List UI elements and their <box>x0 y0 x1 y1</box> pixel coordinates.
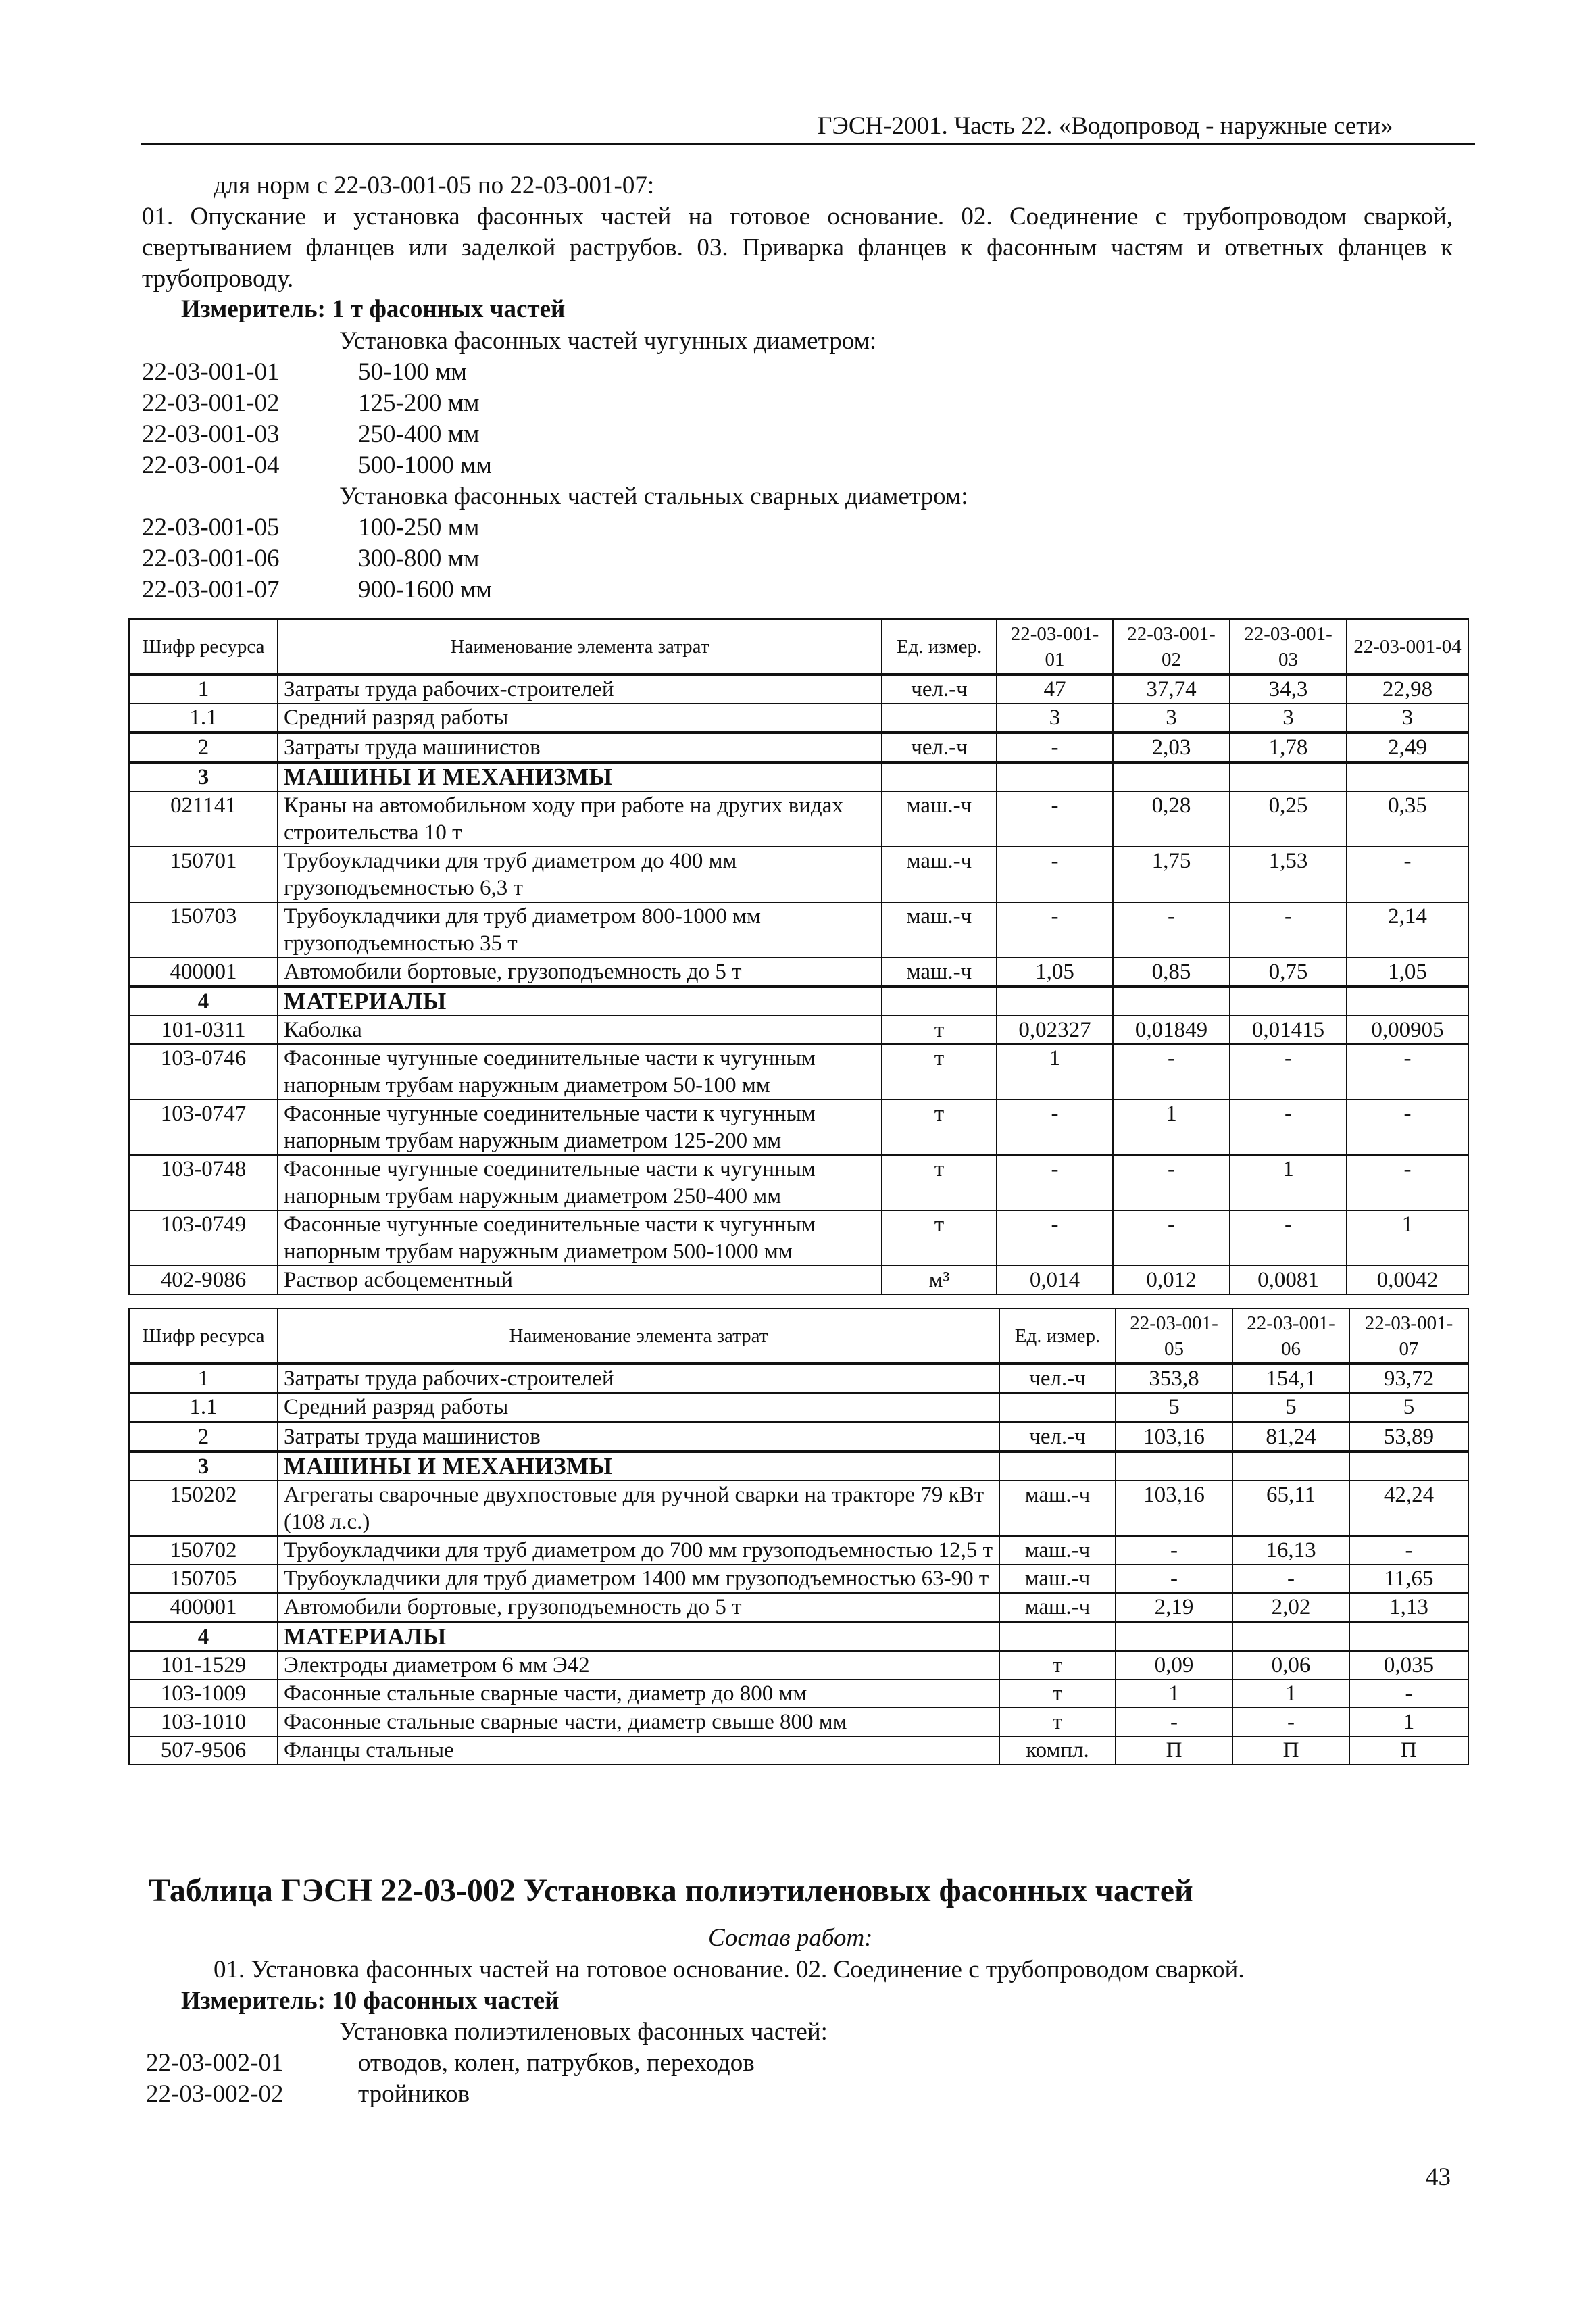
norm-code: 22-03-001-03 <box>142 420 280 448</box>
cell-name: Средний разряд работы <box>278 704 882 733</box>
cell-name: Затраты труда рабочих-строителей <box>278 674 882 704</box>
cell-unit: маш.-ч <box>999 1593 1116 1622</box>
norm-description: 100-250 мм <box>358 514 480 541</box>
table-row <box>129 1593 1468 1622</box>
cell-unit: маш.-ч <box>999 1536 1116 1565</box>
cell-unit: чел.-ч <box>882 674 997 704</box>
cell-value: 0,01849 <box>1113 1016 1230 1044</box>
cell-unit: маш.-ч <box>882 902 997 958</box>
cell-value: - <box>1116 1565 1232 1593</box>
cell-name: Средний разряд работы <box>278 1393 999 1422</box>
composition-label: Состав работ: <box>708 1924 873 1952</box>
cell-value: 0,35 <box>1347 791 1468 847</box>
table-row <box>129 1044 1468 1100</box>
cell-unit: маш.-ч <box>882 847 997 902</box>
cell-value: 65,11 <box>1232 1481 1349 1536</box>
cell-value: 1 <box>1113 1100 1230 1155</box>
cell-value: - <box>1349 1536 1468 1565</box>
table-row <box>129 958 1468 987</box>
cell-name: Трубоукладчики для труб диаметром до 400 мм грузоподъемностью 6,3 т <box>278 847 882 902</box>
norm-description: 250-400 мм <box>358 420 480 448</box>
cell-unit <box>999 1393 1116 1422</box>
cell-value: 1,05 <box>1347 958 1468 987</box>
table-row <box>129 1736 1468 1765</box>
cell-unit: т <box>882 1044 997 1100</box>
table-row <box>129 902 1468 958</box>
cell-code: 103-1010 <box>129 1708 278 1736</box>
cell-value: - <box>997 1100 1113 1155</box>
cell-value: 1 <box>1230 1155 1347 1210</box>
cell-code: 1.1 <box>129 704 278 733</box>
cell-value: - <box>997 847 1113 902</box>
norm-code: 22-03-001-06 <box>142 545 280 572</box>
cell-value: - <box>997 791 1113 847</box>
cell-value: 1,53 <box>1230 847 1347 902</box>
cell-value: 0,0081 <box>1230 1266 1347 1294</box>
cell-value: 0,06 <box>1232 1651 1349 1679</box>
cell-value: 0,014 <box>997 1266 1113 1294</box>
meter-label: Измеритель: 1 т фасонных частей <box>181 295 566 323</box>
table-row <box>129 674 1468 704</box>
cell-value: 0,09 <box>1116 1651 1232 1679</box>
cell-unit: т <box>882 1155 997 1210</box>
cell-value: 1,78 <box>1230 733 1347 762</box>
cell-code: 1.1 <box>129 1393 278 1422</box>
cell-code: 507-9506 <box>129 1736 278 1765</box>
table-row <box>129 704 1468 733</box>
cell-name: Автомобили бортовые, грузоподъемность до 5 т <box>278 1593 999 1622</box>
cell-value: - <box>1347 847 1468 902</box>
table-row <box>129 1155 1468 1210</box>
table-row <box>129 1565 1468 1593</box>
cell-code: 150702 <box>129 1536 278 1565</box>
table-row <box>129 1536 1468 1565</box>
cell-value: - <box>997 733 1113 762</box>
cell-code: 2 <box>129 733 278 762</box>
cell-value: - <box>997 902 1113 958</box>
cell-name: Трубоукладчики для труб диаметром до 700 мм грузоподъемностью 12,5 т <box>278 1536 999 1565</box>
cell-code: 4 <box>129 987 278 1016</box>
cell-value: 11,65 <box>1349 1565 1468 1593</box>
cell-value: - <box>1230 902 1347 958</box>
col-header-norm: 22-03-001-04 <box>1347 619 1468 674</box>
work-composition: 01. Опускание и установка фасонных частей на готовое основание. 02. Соединение с трубопроводом сваркой, свертыванием фланцев или заделкой раструбов. 03. Приварка фланцев к фасонным частям и ответных фланцев к трубопроводу. <box>142 203 1453 293</box>
cell-value: - <box>1232 1565 1349 1593</box>
cell-value: 0,25 <box>1230 791 1347 847</box>
cell-value: 1,05 <box>997 958 1113 987</box>
cell-value: 37,74 <box>1113 674 1230 704</box>
cell-code: 1 <box>129 674 278 704</box>
cell-value: 2,49 <box>1347 733 1468 762</box>
cell-name: Трубоукладчики для труб диаметром 800-1000 мм грузоподъемностью 35 т <box>278 902 882 958</box>
cell-code: 150701 <box>129 847 278 902</box>
cell-value: 2,19 <box>1116 1593 1232 1622</box>
norm-code: 22-03-001-02 <box>142 389 280 417</box>
cell-code: 101-1529 <box>129 1651 278 1679</box>
col-header-name: Наименование элемента затрат <box>278 1308 999 1364</box>
cell-value: - <box>1113 1044 1230 1100</box>
cell-code: 1 <box>129 1364 278 1393</box>
cell-value: 1 <box>1116 1679 1232 1708</box>
cell-value: - <box>1113 1210 1230 1266</box>
table-row <box>129 1481 1468 1536</box>
cell-name: Агрегаты сварочные двухпостовые для ручной сварки на тракторе 79 кВт (108 л.с.) <box>278 1481 999 1536</box>
cell-value: 1 <box>997 1044 1113 1100</box>
cell-name: Затраты труда машинистов <box>278 1422 999 1452</box>
cell-code: 103-0746 <box>129 1044 278 1100</box>
running-header: ГЭСН-2001. Часть 22. «Водопровод - наружные сети» <box>818 112 1393 140</box>
table-section-row <box>129 987 1468 1016</box>
cell-value: - <box>1116 1536 1232 1565</box>
norm-description: 900-1600 мм <box>358 576 492 604</box>
cell-code: 402-9086 <box>129 1266 278 1294</box>
cell-name: Фланцы стальные <box>278 1736 999 1765</box>
cell-code: 101-0311 <box>129 1016 278 1044</box>
table-row <box>129 791 1468 847</box>
table-row <box>129 1266 1468 1294</box>
cell-code: 021141 <box>129 791 278 847</box>
cell-value: 0,0042 <box>1347 1266 1468 1294</box>
cell-value: 5 <box>1116 1393 1232 1422</box>
cell-name: Затраты труда машинистов <box>278 733 882 762</box>
norm-code: 22-03-001-07 <box>142 576 280 604</box>
cell-value: П <box>1349 1736 1468 1765</box>
cell-unit <box>882 704 997 733</box>
cell-value: - <box>1230 1044 1347 1100</box>
cell-value: П <box>1232 1736 1349 1765</box>
cell-name: Электроды диаметром 6 мм Э42 <box>278 1651 999 1679</box>
table-row <box>129 1708 1468 1736</box>
cell-name: Фасонные чугунные соединительные части к чугунным напорным трубам наружным диаметром 500-1000 мм <box>278 1210 882 1266</box>
cell-name: Фасонные чугунные соединительные части к чугунным напорным трубам наружным диаметром 250-400 мм <box>278 1155 882 1210</box>
norm-code: 22-03-001-04 <box>142 451 280 479</box>
cell-name: Трубоукладчики для труб диаметром 1400 мм грузоподъемностью 63-90 т <box>278 1565 999 1593</box>
cell-code: 150202 <box>129 1481 278 1536</box>
cell-code: 400001 <box>129 1593 278 1622</box>
table-row <box>129 1393 1468 1422</box>
cell-unit: чел.-ч <box>882 733 997 762</box>
cell-code: 2 <box>129 1422 278 1452</box>
cell-unit: маш.-ч <box>999 1565 1116 1593</box>
cell-value: - <box>1232 1708 1349 1736</box>
cell-unit: маш.-ч <box>882 958 997 987</box>
cell-unit: т <box>999 1651 1116 1679</box>
cell-code: 4 <box>129 1622 278 1651</box>
cell-value: 1 <box>1349 1708 1468 1736</box>
norm-code: 22-03-001-05 <box>142 514 280 541</box>
table-section-row <box>129 1452 1468 1481</box>
cell-value: 34,3 <box>1230 674 1347 704</box>
group-heading-cast-iron: Установка фасонных частей чугунных диаметром: <box>339 327 877 355</box>
cell-value: 1 <box>1347 1210 1468 1266</box>
cell-value: 3 <box>997 704 1113 733</box>
cell-code: 103-0748 <box>129 1155 278 1210</box>
cell-unit: т <box>999 1679 1116 1708</box>
cell-code: 3 <box>129 1452 278 1481</box>
table-row <box>129 733 1468 762</box>
cell-name: Фасонные чугунные соединительные части к чугунным напорным трубам наружным диаметром 125-200 мм <box>278 1100 882 1155</box>
table-row <box>129 1651 1468 1679</box>
cell-value: 5 <box>1349 1393 1468 1422</box>
cell-unit: м³ <box>882 1266 997 1294</box>
cell-name: Каболка <box>278 1016 882 1044</box>
cell-code: 400001 <box>129 958 278 987</box>
cell-value: - <box>1116 1708 1232 1736</box>
cell-code: 3 <box>129 762 278 791</box>
norm-code: 22-03-002-02 <box>146 2080 284 2108</box>
table-row <box>129 1364 1468 1393</box>
col-header-norm: 22-03-001-01 <box>997 619 1113 674</box>
cell-unit: маш.-ч <box>882 791 997 847</box>
section-heading: МАШИНЫ И МЕХАНИЗМЫ <box>278 1452 999 1481</box>
meter-label: Измеритель: 10 фасонных частей <box>181 1987 559 2015</box>
cell-value: 0,00905 <box>1347 1016 1468 1044</box>
resource-table-1 <box>128 618 1469 1295</box>
norm-description: 50-100 мм <box>358 358 467 386</box>
cell-value: - <box>1113 902 1230 958</box>
cell-value: - <box>1347 1155 1468 1210</box>
resource-table-2 <box>128 1308 1469 1765</box>
work-composition: 01. Установка фасонных частей на готовое основание. 02. Соединение с трубопроводом сваркой. <box>214 1956 1245 1984</box>
cell-value: 353,8 <box>1116 1364 1232 1393</box>
cell-code: 150703 <box>129 902 278 958</box>
cell-value: 22,98 <box>1347 674 1468 704</box>
norm-code: 22-03-001-01 <box>142 358 280 386</box>
table-row <box>129 847 1468 902</box>
table-section-row <box>129 762 1468 791</box>
cell-value: - <box>997 1210 1113 1266</box>
table-row <box>129 1422 1468 1452</box>
cell-value: 3 <box>1230 704 1347 733</box>
norm-description: отводов, колен, патрубков, переходов <box>358 2049 755 2077</box>
cell-value: 103,16 <box>1116 1481 1232 1536</box>
cell-value: - <box>1230 1210 1347 1266</box>
cell-name: Затраты труда рабочих-строителей <box>278 1364 999 1393</box>
cell-code: 103-1009 <box>129 1679 278 1708</box>
cell-value: 16,13 <box>1232 1536 1349 1565</box>
cell-code: 103-0747 <box>129 1100 278 1155</box>
col-header-code: Шифр ресурса <box>129 1308 278 1364</box>
cell-value: 0,01415 <box>1230 1016 1347 1044</box>
cell-name: Краны на автомобильном ходу при работе на других видах строительства 10 т <box>278 791 882 847</box>
cell-value: 1 <box>1232 1679 1349 1708</box>
cell-value: 1,13 <box>1349 1593 1468 1622</box>
cell-code: 103-0749 <box>129 1210 278 1266</box>
cell-unit: чел.-ч <box>999 1422 1116 1452</box>
group-heading-pe: Установка полиэтиленовых фасонных частей: <box>339 2018 828 2046</box>
cell-value: - <box>997 1155 1113 1210</box>
col-header-norm: 22-03-001-02 <box>1113 619 1230 674</box>
cell-value: 2,03 <box>1113 733 1230 762</box>
cell-name: Фасонные чугунные соединительные части к чугунным напорным трубам наружным диаметром 50-100 мм <box>278 1044 882 1100</box>
norm-description: 125-200 мм <box>358 389 480 417</box>
norm-code: 22-03-002-01 <box>146 2049 284 2077</box>
cell-value: 42,24 <box>1349 1481 1468 1536</box>
col-header-norm: 22-03-001-06 <box>1232 1308 1349 1364</box>
cell-unit: маш.-ч <box>999 1481 1116 1536</box>
cell-value: 0,85 <box>1113 958 1230 987</box>
page-number: 43 <box>1426 2163 1451 2191</box>
col-header-unit: Ед. измер. <box>882 619 997 674</box>
cell-value: П <box>1116 1736 1232 1765</box>
cell-value: 0,012 <box>1113 1266 1230 1294</box>
cell-value: 1,75 <box>1113 847 1230 902</box>
cell-value: 103,16 <box>1116 1422 1232 1452</box>
col-header-norm: 22-03-001-03 <box>1230 619 1347 674</box>
cell-value: 154,1 <box>1232 1364 1349 1393</box>
cell-value: 2,02 <box>1232 1593 1349 1622</box>
cell-name: Раствор асбоцементный <box>278 1266 882 1294</box>
cell-name: Фасонные стальные сварные части, диаметр свыше 800 мм <box>278 1708 999 1736</box>
header-rule <box>141 143 1475 145</box>
col-header-norm: 22-03-001-05 <box>1116 1308 1232 1364</box>
cell-value: 0,28 <box>1113 791 1230 847</box>
cell-value: 53,89 <box>1349 1422 1468 1452</box>
cell-value: - <box>1347 1100 1468 1155</box>
section-heading: МАТЕРИАЛЫ <box>278 1622 999 1651</box>
table-row <box>129 1016 1468 1044</box>
col-header-unit: Ед. измер. <box>999 1308 1116 1364</box>
table-section-row <box>129 1622 1468 1651</box>
section-heading: МАТЕРИАЛЫ <box>278 987 882 1016</box>
cell-value: 3 <box>1347 704 1468 733</box>
cell-name: Автомобили бортовые, грузоподъемность до 5 т <box>278 958 882 987</box>
table-title: Таблица ГЭСН 22-03-002 Установка полиэтиленовых фасонных частей <box>149 1873 1193 1909</box>
table-row <box>129 1679 1468 1708</box>
cell-value: - <box>1230 1100 1347 1155</box>
cell-value: 81,24 <box>1232 1422 1349 1452</box>
cell-value: 3 <box>1113 704 1230 733</box>
cell-value: 47 <box>997 674 1113 704</box>
norm-description: 500-1000 мм <box>358 451 492 479</box>
norm-description: 300-800 мм <box>358 545 480 572</box>
col-header-code: Шифр ресурса <box>129 619 278 674</box>
cell-unit: т <box>882 1100 997 1155</box>
cell-unit: компл. <box>999 1736 1116 1765</box>
cell-unit: т <box>882 1210 997 1266</box>
cell-name: Фасонные стальные сварные части, диаметр до 800 мм <box>278 1679 999 1708</box>
cell-value: 0,02327 <box>997 1016 1113 1044</box>
col-header-norm: 22-03-001-07 <box>1349 1308 1468 1364</box>
cell-unit: т <box>999 1708 1116 1736</box>
table-row <box>129 1100 1468 1155</box>
cell-value: - <box>1349 1679 1468 1708</box>
group-heading-steel: Установка фасонных частей стальных сварных диаметром: <box>339 483 968 510</box>
cell-code: 150705 <box>129 1565 278 1593</box>
cell-unit: чел.-ч <box>999 1364 1116 1393</box>
norms-range-note: для норм с 22-03-001-05 по 22-03-001-07: <box>214 172 655 199</box>
norm-description: тройников <box>358 2080 470 2108</box>
col-header-name: Наименование элемента затрат <box>278 619 882 674</box>
cell-value: 0,75 <box>1230 958 1347 987</box>
cell-value: - <box>1347 1044 1468 1100</box>
cell-value: 5 <box>1232 1393 1349 1422</box>
cell-value: 2,14 <box>1347 902 1468 958</box>
table-row <box>129 1210 1468 1266</box>
section-heading: МАШИНЫ И МЕХАНИЗМЫ <box>278 762 882 791</box>
cell-value: 0,035 <box>1349 1651 1468 1679</box>
cell-value: - <box>1113 1155 1230 1210</box>
cell-value: 93,72 <box>1349 1364 1468 1393</box>
cell-unit: т <box>882 1016 997 1044</box>
